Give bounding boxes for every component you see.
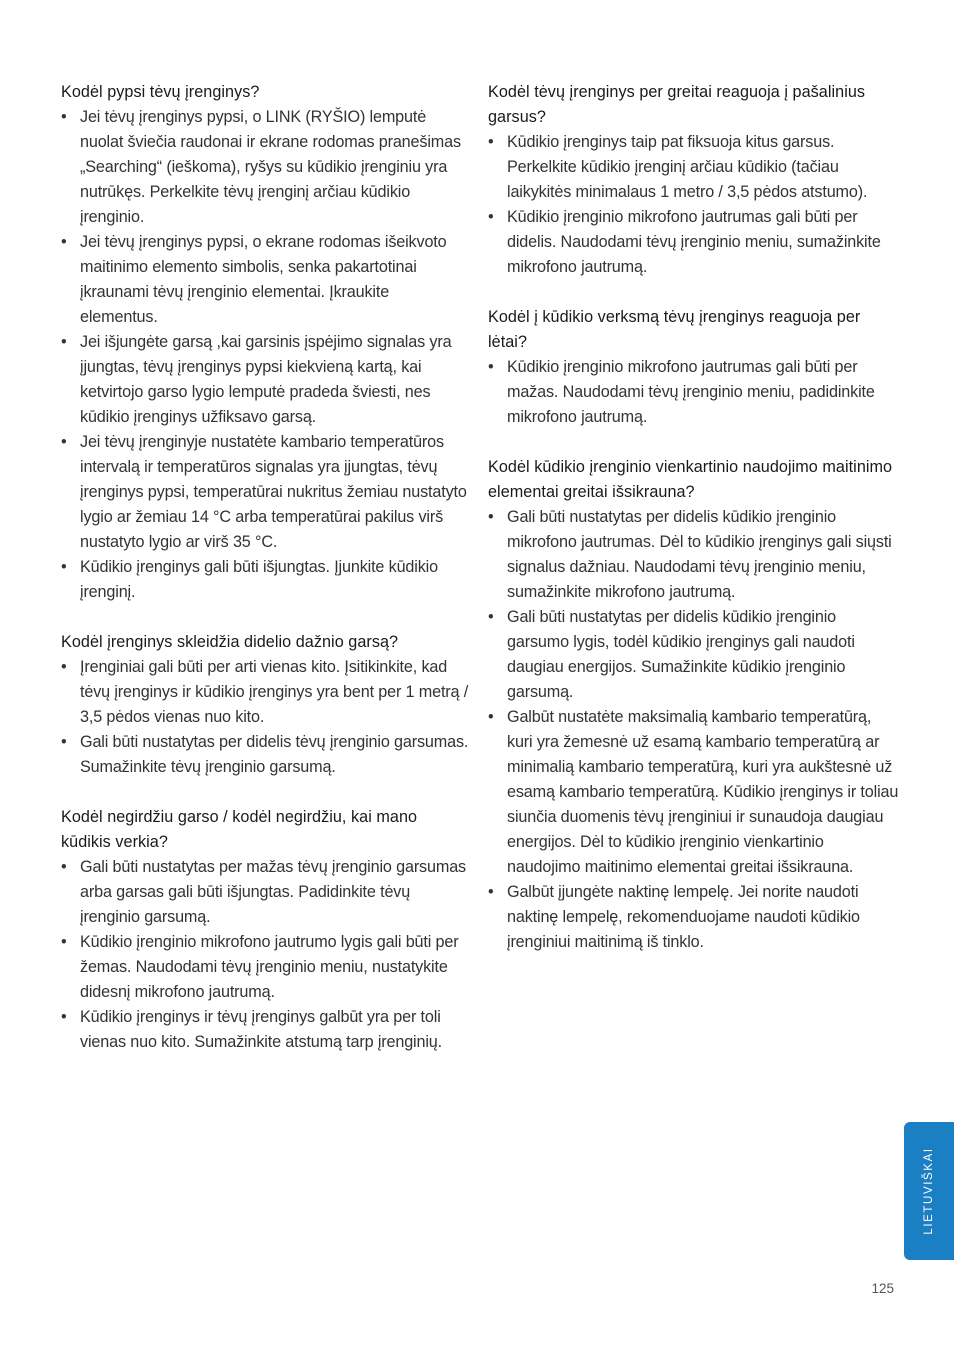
faq-section-reacts-too-slow [488,305,900,430]
section-heading: Kodėl kūdikio įrenginio vienkartinio naudojimo maitinimo elementai greitai išsikrauna? [488,458,893,501]
faq-section-batteries-drain [488,455,900,955]
bullet-list [488,355,900,430]
language-tab-label: LIETUVIŠKAI [923,1147,935,1235]
list-item: • Jei tėvų įrenginyje nustatėte kambario temperatūros intervalą ir temperatūros signalas yra įjungtas, tėvų įrenginys pypsi, temperatūrai nukritus žemiau nustatyto lygio ar žemiau 14 °C arba temperatūrai pakilus virš nustatyto lygio ar virš 35 °C. [61,430,471,555]
faq-section-reacts-too-fast [488,80,900,280]
list-item: • Kūdikio įrenginys ir tėvų įrenginys galbūt yra per toli vienas nuo kito. Sumažinkite atstumą tarp įrenginių. [61,1005,471,1055]
section-heading: Kodėl įrenginys skleidžia didelio dažnio garsą? [61,633,399,651]
list-item: • Gali būti nustatytas per didelis kūdikio įrenginio mikrofono jautrumas. Dėl to kūdikio įrenginys gali siųsti signalus dažniau. Naudodami tėvų įrenginio meniu, sumažinkite mikrofono jautrumą. [488,505,900,605]
list-item: • Įrenginiai gali būti per arti vienas kito. Įsitikinkite, kad tėvų įrenginys ir kūdikio įrenginys yra bent per 1 metrą / 3,5 pėdos vienas nuo kito. [61,655,471,730]
bullet-list [488,505,900,955]
bullet-list [61,855,471,1055]
list-item: • Galbūt nustatėte maksimalią kambario temperatūrą, kuri yra žemesnė už esamą kambario temperatūrą ar minimalią kambario temperatūrą, kuri yra aukštesnė už esamą kambario temperatūrą. Kūdikio įrenginys ir toliau siunčia duomenis tėvų įrenginiui ir sunaudoja daugiau energijos. Dėl to kūdikio įrenginio vienkartinio naudojimo maitinimo elementai greitai išsikrauna. [488,705,900,880]
list-item: • Gali būti nustatytas per didelis tėvų įrenginio garsumas. Sumažinkite tėvų įrenginio garsumą. [61,730,471,780]
section-heading: Kodėl pypsi tėvų įrenginys? [61,83,260,101]
list-item: • Kūdikio įrenginio mikrofono jautrumo lygis gali būti per žemas. Naudodami tėvų įrenginio meniu, nustatykite didesnį mikrofono jautrumą. [61,930,471,1005]
list-item: • Jei išjungėte garsą ,kai garsinis įspėjimo signalas yra įjungtas, tėvų įrenginys pypsi kiekvieną kartą, kai ketvirtojo garso lygio lemputė pradeda šviesti, nes kūdikio įrenginys užfiksavo garsą. [61,330,471,430]
list-item: • Galbūt įjungėte naktinę lempelę. Jei norite naudoti naktinę lempelę, rekomenduojame naudoti kūdikio įrenginiui maitinimą iš tinklo. [488,880,900,955]
bullet-list [488,130,900,280]
list-item: • Kūdikio įrenginio mikrofono jautrumas gali būti per didelis. Naudodami tėvų įrenginio meniu, sumažinkite mikrofono jautrumą. [488,205,900,280]
list-item: • Kūdikio įrenginys taip pat fiksuoja kitus garsus. Perkelkite kūdikio įrenginį arčiau kūdikio (tačiau laikykitės minimalaus 1 metro / 3,5 pėdos atstumo). [488,130,900,205]
list-item: • Kūdikio įrenginio mikrofono jautrumas gali būti per mažas. Naudodami tėvų įrenginio meniu, padidinkite mikrofono jautrumą. [488,355,900,430]
list-item: • Kūdikio įrenginys gali būti išjungtas. Įjunkite kūdikio įrenginį. [61,555,471,605]
section-heading: Kodėl į kūdikio verksmą tėvų įrenginys reaguoja per lėtai? [488,308,861,351]
faq-section-no-sound [61,805,471,1055]
language-tab [904,1122,954,1260]
bullet-list [61,655,471,780]
list-item: • Gali būti nustatytas per didelis kūdikio įrenginio garsumo lygis, todėl kūdikio įrenginys gali naudoti daugiau energijos. Sumažinkite kūdikio įrenginio garsumą. [488,605,900,705]
bullet-list [61,105,471,605]
section-heading: Kodėl tėvų įrenginys per greitai reaguoja į pašalinius garsus? [488,83,866,126]
faq-section-high-pitch [61,630,471,780]
faq-section-beeping [61,80,471,605]
page-number: 125 [871,1281,894,1296]
list-item: • Jei tėvų įrenginys pypsi, o ekrane rodomas išeikvoto maitinimo elemento simbolis, senka pakartotinai įkraunami tėvų įrenginio elementai. Įkraukite elementus. [61,230,471,330]
list-item: • Jei tėvų įrenginys pypsi, o LINK (RYŠIO) lemputė nuolat šviečia raudonai ir ekrane rodomas pranešimas „Searching“ (ieškoma), ryšys su kūdikio įrenginiu yra nutrūkęs. Perkelkite tėvų įrenginį arčiau kūdikio įrenginio. [61,105,471,230]
right-column [488,80,900,980]
left-column [61,80,471,1080]
section-heading: Kodėl negirdžiu garso / kodėl negirdžiu, kai mano kūdikis verkia? [61,808,418,851]
list-item: • Gali būti nustatytas per mažas tėvų įrenginio garsumas arba garsas gali būti išjungtas. Padidinkite tėvų įrenginio garsumą. [61,855,471,930]
